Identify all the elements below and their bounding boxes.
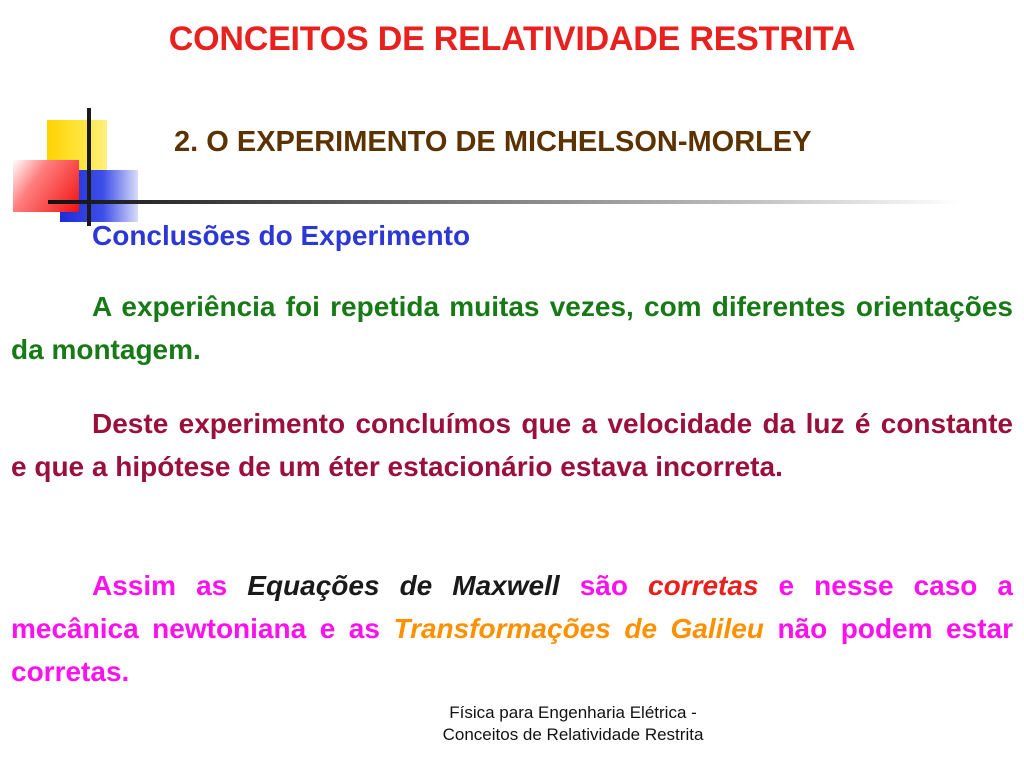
paragraph-conclusion: Deste experimento concluímos que a velocidade da luz é constante e que a hipótese de um éter estacionário estava incorreta.: [11, 408, 1013, 482]
maxwell-equations-emphasis: Equações de Maxwell: [247, 570, 560, 601]
text-segment: Assim as: [92, 570, 248, 601]
section-heading: Conclusões do Experimento: [92, 220, 471, 251]
footer-line-1: Física para Engenharia Elétrica -: [449, 703, 697, 722]
horizontal-divider: [48, 200, 960, 204]
paragraph-maxwell: [11, 564, 1013, 693]
galileu-transformations-emphasis: Transformações de Galileu: [393, 613, 764, 644]
decorative-logo: [0, 100, 140, 230]
slide-title: CONCEITOS DE RELATIVIDADE RESTRITA: [168, 20, 856, 58]
text-segment: não podem estar corretas.: [11, 613, 1013, 687]
vertical-line-decoration: [87, 108, 91, 226]
red-square-decoration: [13, 160, 79, 212]
paragraph-repetition: A experiência foi repetida muitas vezes, com diferentes orientações da montagem.: [11, 291, 1013, 365]
slide-footer: [400, 702, 746, 746]
text-segment: são: [559, 570, 648, 601]
text-segment: e nesse caso a mecânica newtoniana e as: [11, 570, 1014, 644]
corretas-emphasis: corretas: [648, 570, 759, 601]
slide-subtitle: 2. O EXPERIMENTO DE MICHELSON-MORLEY: [174, 126, 812, 158]
footer-line-2: Conceitos de Relatividade Restrita: [442, 725, 704, 744]
